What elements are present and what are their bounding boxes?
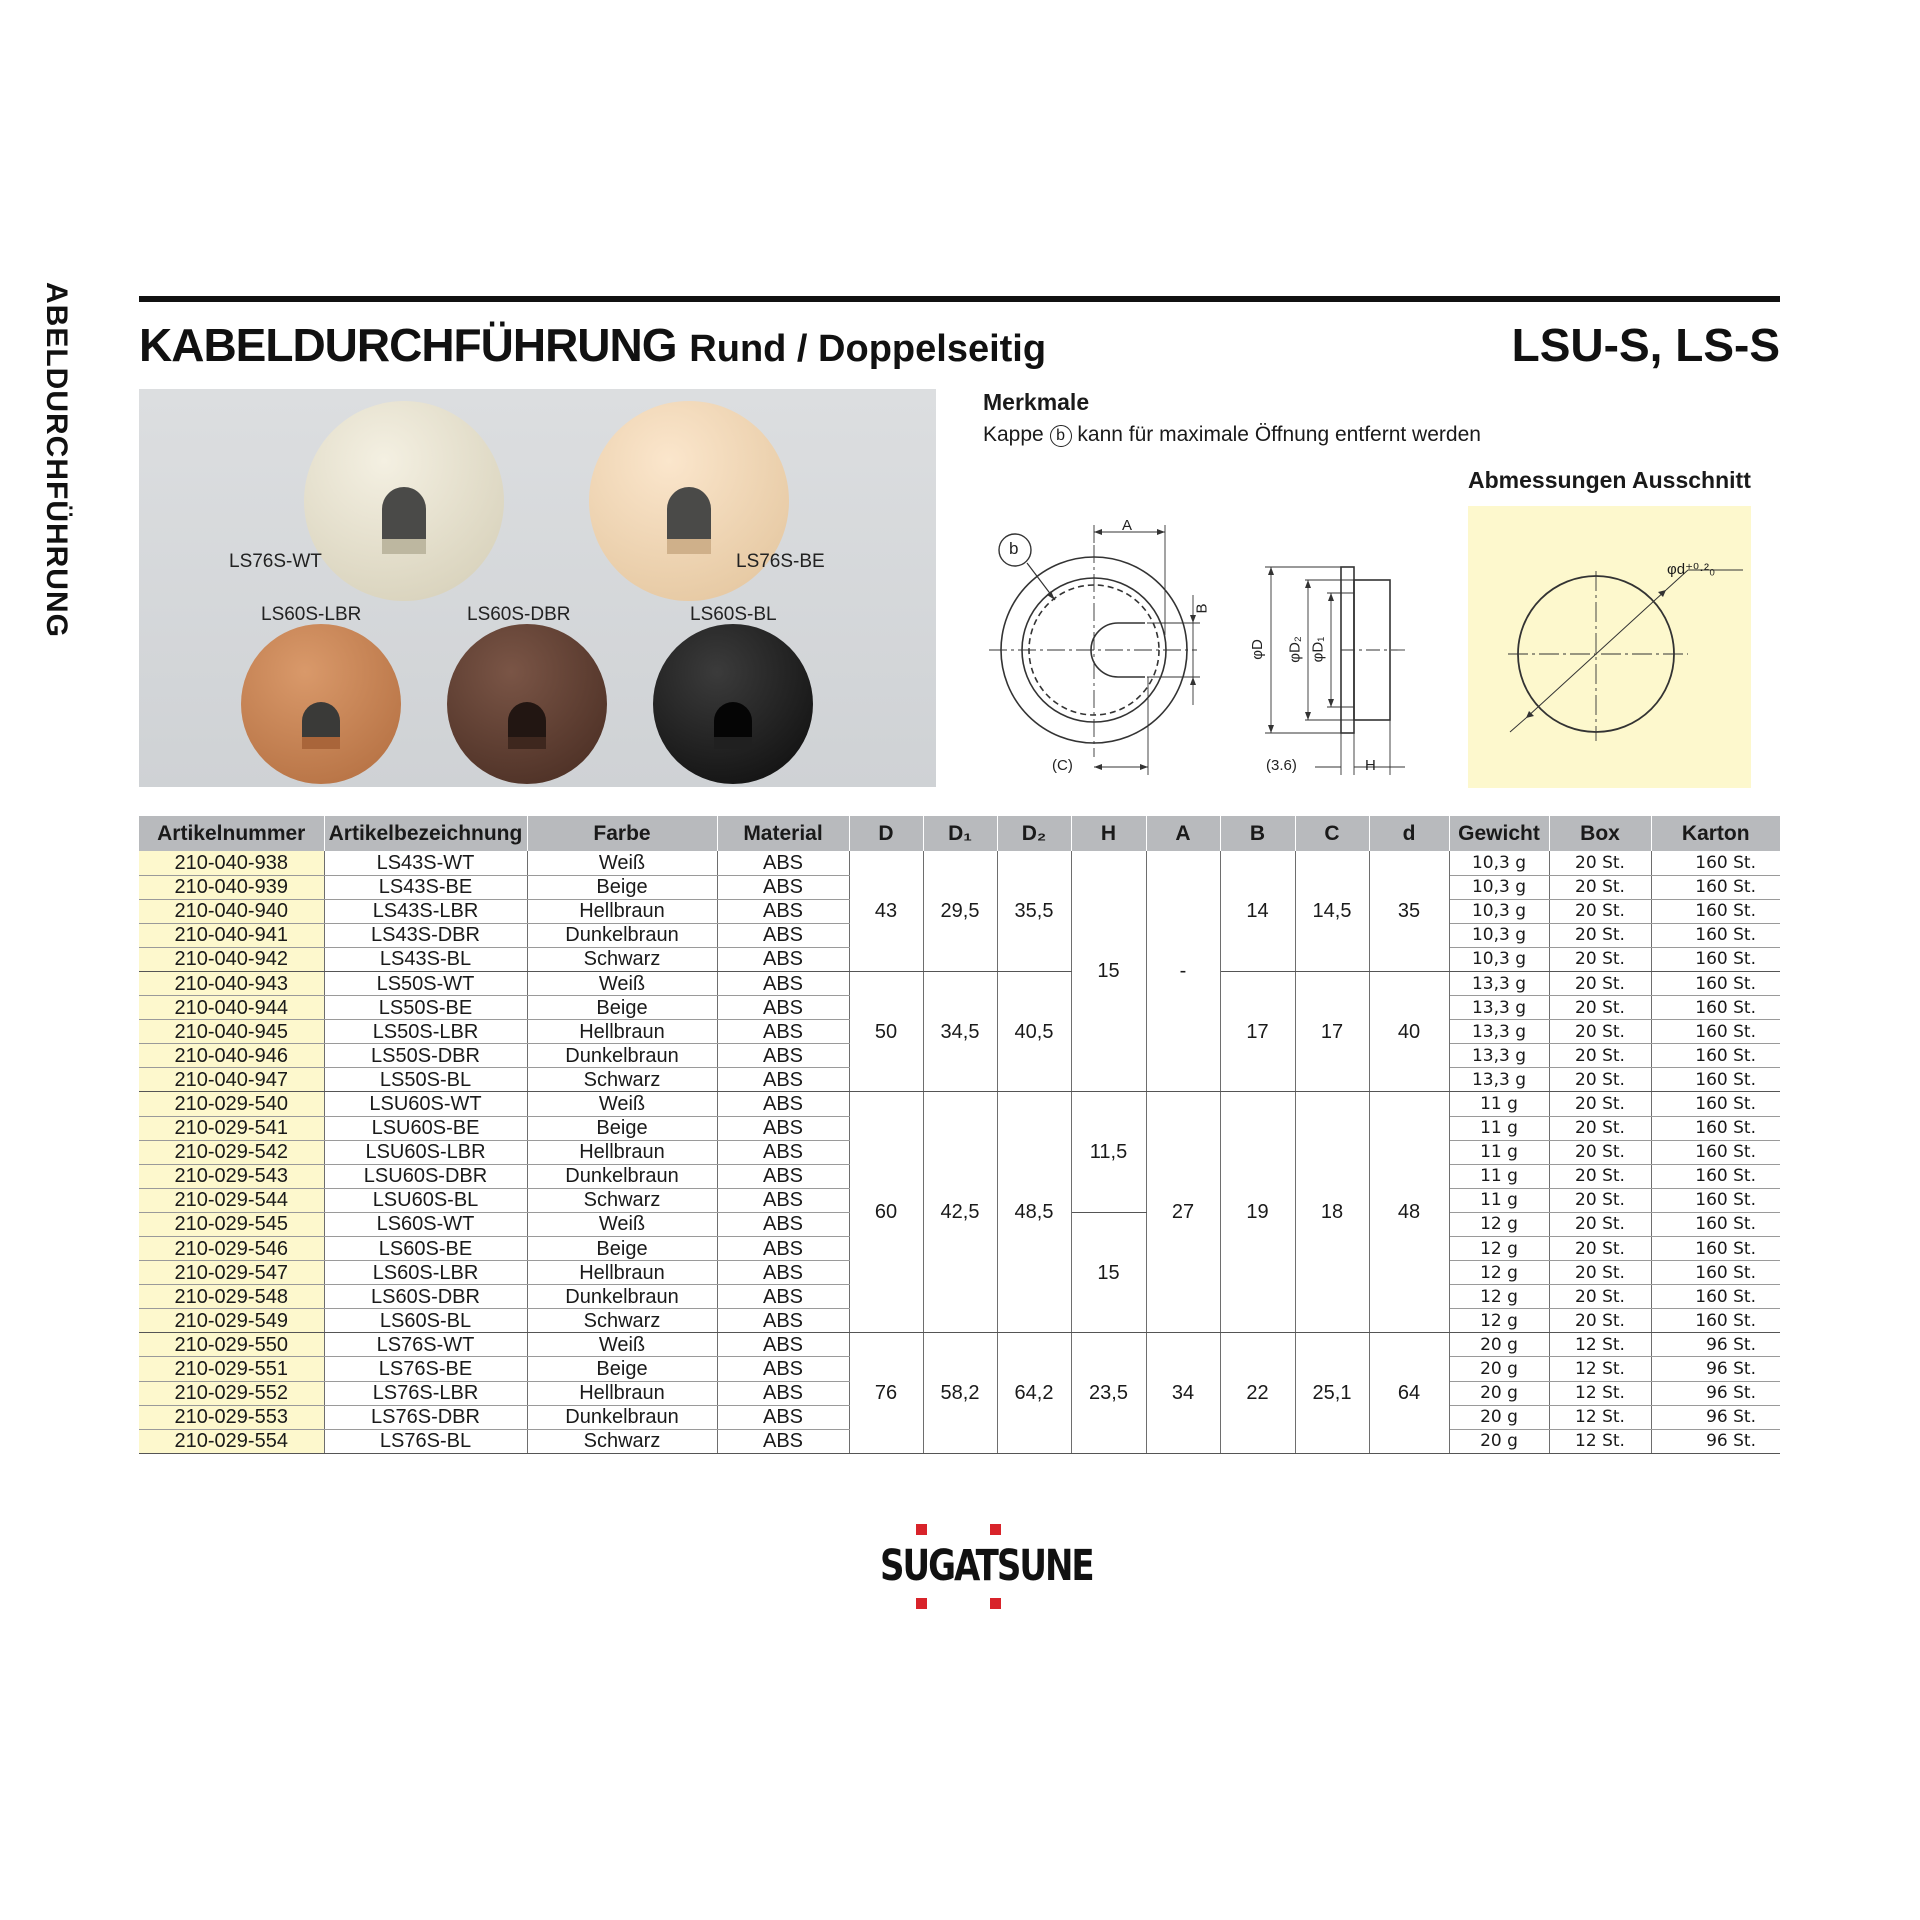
cell-artikelbezeichnung: LS60S-WT (324, 1212, 527, 1236)
cell-artikelnummer: 210-029-543 (139, 1164, 324, 1188)
product-photo-illustration (139, 389, 936, 787)
cell-material: ABS (717, 1237, 849, 1261)
cell-material: ABS (717, 1044, 849, 1068)
cell-farbe: Dunkelbraun (527, 1164, 717, 1188)
grommet-ls60s-dbr (447, 624, 607, 784)
cell-artikelnummer: 210-029-551 (139, 1357, 324, 1381)
cell-artikelbezeichnung: LSU60S-WT (324, 1092, 527, 1116)
cell-box: 20 St. (1549, 1140, 1651, 1164)
cell-artikelbezeichnung: LS60S-LBR (324, 1261, 527, 1285)
cell-artikelnummer: 210-040-940 (139, 899, 324, 923)
table-header-row (139, 816, 1780, 851)
cell-farbe: Hellbraun (527, 1261, 717, 1285)
table-row (139, 851, 1780, 875)
cell-karton: 160 St. (1651, 1092, 1780, 1116)
col-artikelbezeichnung: Artikelbezeichnung (324, 816, 527, 851)
features-text (983, 423, 1481, 447)
cell-artikelnummer: 210-040-945 (139, 1020, 324, 1044)
cell-artikelnummer: 210-029-545 (139, 1212, 324, 1236)
cell-karton: 160 St. (1651, 947, 1780, 971)
cell-artikelbezeichnung: LSU60S-DBR (324, 1164, 527, 1188)
cell-artikelnummer: 210-029-548 (139, 1285, 324, 1309)
cell-artikelnummer: 210-040-943 (139, 971, 324, 995)
cell-artikelbezeichnung: LS76S-BL (324, 1429, 527, 1453)
cell-gewicht: 12 g (1449, 1212, 1549, 1236)
cell-artikelbezeichnung: LS43S-BL (324, 947, 527, 971)
cell-material: ABS (717, 1020, 849, 1044)
cell-artikelnummer: 210-029-547 (139, 1261, 324, 1285)
cell-gewicht: 11 g (1449, 1116, 1549, 1140)
cell-artikelbezeichnung: LS76S-DBR (324, 1405, 527, 1429)
cell-gewicht: 13,3 g (1449, 1044, 1549, 1068)
cell-gewicht: 20 g (1449, 1357, 1549, 1381)
logo-square (916, 1598, 927, 1609)
col-d: D (849, 816, 923, 851)
cell-artikelbezeichnung: LS60S-BL (324, 1309, 527, 1333)
cell-dim-a: - (1146, 851, 1220, 1092)
cell-artikelbezeichnung: LS43S-LBR (324, 899, 527, 923)
cell-box: 20 St. (1549, 1285, 1651, 1309)
logo-text: SUGATSUNE (880, 1541, 1093, 1591)
cell-box: 20 St. (1549, 1261, 1651, 1285)
cell-karton: 160 St. (1651, 1285, 1780, 1309)
cell-box: 20 St. (1549, 971, 1651, 995)
cell-karton: 160 St. (1651, 851, 1780, 875)
cell-artikelbezeichnung: LS43S-DBR (324, 923, 527, 947)
cell-karton: 160 St. (1651, 1237, 1780, 1261)
cell-material: ABS (717, 1116, 849, 1140)
cell-box: 20 St. (1549, 1212, 1651, 1236)
cell-dim-d2: 64,2 (997, 1333, 1071, 1453)
cell-artikelnummer: 210-040-938 (139, 851, 324, 875)
col-gewicht: Gewicht (1449, 816, 1549, 851)
cell-gewicht: 11 g (1449, 1188, 1549, 1212)
cell-artikelnummer: 210-029-553 (139, 1405, 324, 1429)
drawing-label-bdim: B (1193, 603, 1211, 614)
cell-karton: 160 St. (1651, 1188, 1780, 1212)
cell-farbe: Schwarz (527, 1188, 717, 1212)
cell-material: ABS (717, 996, 849, 1020)
cell-material: ABS (717, 1309, 849, 1333)
label-ls76s-wt: LS76S-WT (229, 551, 322, 572)
logo-square (916, 1524, 927, 1535)
cell-farbe: Schwarz (527, 947, 717, 971)
cell-box: 12 St. (1549, 1405, 1651, 1429)
cell-material: ABS (717, 1381, 849, 1405)
cell-farbe: Weiß (527, 1092, 717, 1116)
cell-dim-d1: 42,5 (923, 1092, 997, 1333)
cell-farbe: Schwarz (527, 1068, 717, 1092)
label-ls60s-lbr: LS60S-LBR (261, 604, 362, 625)
cell-karton: 96 St. (1651, 1405, 1780, 1429)
table-row (139, 1092, 1780, 1116)
cell-artikelnummer: 210-040-939 (139, 875, 324, 899)
cell-material: ABS (717, 851, 849, 875)
cell-farbe: Hellbraun (527, 1381, 717, 1405)
cell-material: ABS (717, 1068, 849, 1092)
cell-dim-c: 18 (1295, 1092, 1369, 1333)
cell-gewicht: 12 g (1449, 1237, 1549, 1261)
col-a: A (1146, 816, 1220, 851)
features-text-after: kann für maximale Öffnung entfernt werden (1077, 423, 1481, 446)
cell-karton: 160 St. (1651, 1309, 1780, 1333)
cell-box: 20 St. (1549, 996, 1651, 1020)
cell-box: 20 St. (1549, 851, 1651, 875)
page-title (139, 318, 1046, 372)
cell-artikelnummer: 210-029-544 (139, 1188, 324, 1212)
cell-material: ABS (717, 1092, 849, 1116)
cell-box: 20 St. (1549, 1237, 1651, 1261)
drawing-label-phi-d: φD (1248, 639, 1266, 660)
cell-artikelnummer: 210-029-552 (139, 1381, 324, 1405)
cell-artikelbezeichnung: LSU60S-LBR (324, 1140, 527, 1164)
cell-dim-b: 17 (1220, 971, 1295, 1091)
col-artikelnummer: Artikelnummer (139, 816, 324, 851)
cell-dim-h: 11,5 (1071, 1092, 1146, 1212)
cell-farbe: Weiß (527, 1212, 717, 1236)
cell-box: 20 St. (1549, 1020, 1651, 1044)
cell-dim-b: 19 (1220, 1092, 1295, 1333)
cell-dim-b: 22 (1220, 1333, 1295, 1453)
cell-gewicht: 10,3 g (1449, 851, 1549, 875)
label-ls60s-bl: LS60S-BL (690, 604, 777, 625)
cell-artikelbezeichnung: LSU60S-BL (324, 1188, 527, 1212)
drawing-label-b: b (1009, 539, 1019, 558)
cell-gewicht: 10,3 g (1449, 875, 1549, 899)
cell-dim-d: 48 (1369, 1092, 1449, 1333)
cell-gewicht: 12 g (1449, 1309, 1549, 1333)
cell-dim-c: 14,5 (1295, 851, 1369, 971)
cell-farbe: Schwarz (527, 1429, 717, 1453)
cell-dim-c: 17 (1295, 971, 1369, 1091)
cell-karton: 160 St. (1651, 1068, 1780, 1092)
cell-box: 20 St. (1549, 1116, 1651, 1140)
label-ls60s-dbr: LS60S-DBR (467, 604, 571, 625)
cell-farbe: Beige (527, 1357, 717, 1381)
cell-dim-h: 15 (1071, 851, 1146, 1092)
cell-material: ABS (717, 1405, 849, 1429)
grommet-ls76s-wt (304, 401, 504, 601)
cell-dim-d: 76 (849, 1333, 923, 1453)
drawing-label-phi-d2: φD₂ (1286, 636, 1304, 663)
cutout-diagram-svg (1468, 506, 1751, 788)
cell-farbe: Hellbraun (527, 1020, 717, 1044)
cell-material: ABS (717, 1188, 849, 1212)
cell-artikelnummer: 210-029-541 (139, 1116, 324, 1140)
cell-artikelnummer: 210-029-546 (139, 1237, 324, 1261)
cell-farbe: Beige (527, 875, 717, 899)
cell-material: ABS (717, 1140, 849, 1164)
cell-dim-h: 23,5 (1071, 1333, 1146, 1453)
cell-artikelbezeichnung: LS50S-BL (324, 1068, 527, 1092)
cell-dim-d: 60 (849, 1092, 923, 1333)
cell-gewicht: 13,3 g (1449, 1068, 1549, 1092)
cell-gewicht: 13,3 g (1449, 996, 1549, 1020)
cell-dim-c: 25,1 (1295, 1333, 1369, 1453)
page-title-main: KABELDURCHFÜHRUNG (139, 319, 677, 371)
cell-material: ABS (717, 947, 849, 971)
cell-box: 20 St. (1549, 1309, 1651, 1333)
cell-gewicht: 20 g (1449, 1429, 1549, 1453)
cell-farbe: Dunkelbraun (527, 1044, 717, 1068)
cell-dim-d2: 40,5 (997, 971, 1071, 1091)
cell-artikelbezeichnung: LS60S-DBR (324, 1285, 527, 1309)
features-text-before: Kappe (983, 423, 1044, 446)
drawing-label-offset: (3.6) (1266, 757, 1297, 774)
cell-karton: 96 St. (1651, 1357, 1780, 1381)
cell-gewicht: 20 g (1449, 1333, 1549, 1357)
cell-gewicht: 20 g (1449, 1381, 1549, 1405)
cell-dim-d: 50 (849, 971, 923, 1091)
cell-box: 20 St. (1549, 1044, 1651, 1068)
cell-artikelnummer: 210-029-554 (139, 1429, 324, 1453)
cell-box: 20 St. (1549, 1164, 1651, 1188)
cutout-diameter-label: φd⁺⁰·²₀ (1667, 561, 1716, 578)
col-c: C (1295, 816, 1369, 851)
cell-karton: 160 St. (1651, 899, 1780, 923)
cell-farbe: Hellbraun (527, 899, 717, 923)
cell-material: ABS (717, 1333, 849, 1357)
cell-farbe: Beige (527, 996, 717, 1020)
cell-karton: 96 St. (1651, 1429, 1780, 1453)
cell-artikelbezeichnung: LS50S-LBR (324, 1020, 527, 1044)
cell-material: ABS (717, 1212, 849, 1236)
cell-artikelnummer: 210-029-542 (139, 1140, 324, 1164)
cell-artikelnummer: 210-040-944 (139, 996, 324, 1020)
cell-dim-b: 14 (1220, 851, 1295, 971)
cell-gewicht: 10,3 g (1449, 899, 1549, 923)
cell-karton: 96 St. (1651, 1333, 1780, 1357)
cell-karton: 160 St. (1651, 1164, 1780, 1188)
cell-gewicht: 13,3 g (1449, 971, 1549, 995)
cell-gewicht: 12 g (1449, 1261, 1549, 1285)
technical-drawing (975, 505, 1435, 795)
col-d1: D₁ (923, 816, 997, 851)
cell-dim-d1: 29,5 (923, 851, 997, 971)
cell-karton: 160 St. (1651, 875, 1780, 899)
grommet-ls60s-bl (653, 624, 813, 784)
table-row (139, 971, 1780, 995)
col-h: H (1071, 816, 1146, 851)
cell-gewicht: 12 g (1449, 1285, 1549, 1309)
cell-box: 20 St. (1549, 923, 1651, 947)
cell-artikelnummer: 210-040-942 (139, 947, 324, 971)
cell-dim-a: 34 (1146, 1333, 1220, 1453)
cell-farbe: Weiß (527, 971, 717, 995)
page-subtitle: Rund / Doppelseitig (689, 328, 1047, 370)
drawing-label-phi-d1: φD₁ (1309, 636, 1327, 663)
cell-karton: 160 St. (1651, 1044, 1780, 1068)
col-box: Box (1549, 816, 1651, 851)
cell-material: ABS (717, 1261, 849, 1285)
cell-karton: 160 St. (1651, 923, 1780, 947)
col-d2: D₂ (997, 816, 1071, 851)
col-farbe: Farbe (527, 816, 717, 851)
features-title: Merkmale (983, 389, 1090, 415)
cell-artikelbezeichnung: LS50S-BE (324, 996, 527, 1020)
cell-gewicht: 11 g (1449, 1140, 1549, 1164)
table-row (139, 1333, 1780, 1357)
cell-dim-d: 64 (1369, 1333, 1449, 1453)
drawing-label-h: H (1365, 757, 1376, 774)
cell-gewicht: 20 g (1449, 1405, 1549, 1429)
cell-farbe: Beige (527, 1116, 717, 1140)
cell-material: ABS (717, 1429, 849, 1453)
cell-artikelnummer: 210-029-550 (139, 1333, 324, 1357)
cell-dim-d2: 48,5 (997, 1092, 1071, 1333)
cell-karton: 160 St. (1651, 1212, 1780, 1236)
cell-material: ABS (717, 1285, 849, 1309)
sugatsune-logo (880, 1520, 1093, 1610)
cell-farbe: Weiß (527, 851, 717, 875)
drawing-label-a: A (1122, 517, 1133, 534)
cell-box: 12 St. (1549, 1381, 1651, 1405)
drawing-label-c: (C) (1052, 757, 1073, 774)
technical-drawing-svg (975, 505, 1435, 795)
label-ls76s-be: LS76S-BE (736, 551, 825, 572)
cell-artikelnummer: 210-029-549 (139, 1309, 324, 1333)
cell-dim-d1: 58,2 (923, 1333, 997, 1453)
cell-dim-d: 43 (849, 851, 923, 971)
product-photo (139, 389, 936, 787)
spec-table (139, 816, 1780, 1454)
cell-karton: 160 St. (1651, 996, 1780, 1020)
cap-b-marker: b (1050, 425, 1072, 447)
cutout-diagram (1468, 506, 1751, 788)
cell-farbe: Dunkelbraun (527, 923, 717, 947)
cell-material: ABS (717, 1164, 849, 1188)
grommet-ls60s-lbr (241, 624, 401, 784)
cell-material: ABS (717, 899, 849, 923)
cell-karton: 160 St. (1651, 1020, 1780, 1044)
cell-artikelnummer: 210-040-941 (139, 923, 324, 947)
cell-dim-a: 27 (1146, 1092, 1220, 1333)
model-title: LSU-S, LS-S (1511, 319, 1780, 371)
side-tab-label: ABELDURCHFÜHRUNG (40, 282, 73, 638)
cell-artikelbezeichnung: LS50S-WT (324, 971, 527, 995)
cell-gewicht: 13,3 g (1449, 1020, 1549, 1044)
cell-box: 12 St. (1549, 1429, 1651, 1453)
cell-artikelbezeichnung: LSU60S-BE (324, 1116, 527, 1140)
cell-farbe: Beige (527, 1237, 717, 1261)
cell-karton: 96 St. (1651, 1381, 1780, 1405)
cell-karton: 160 St. (1651, 1116, 1780, 1140)
col-d-small: d (1369, 816, 1449, 851)
cutout-title: Abmessungen Ausschnitt (1468, 467, 1751, 493)
cell-material: ABS (717, 875, 849, 899)
cell-gewicht: 10,3 g (1449, 947, 1549, 971)
top-rule (139, 296, 1780, 302)
cell-box: 12 St. (1549, 1333, 1651, 1357)
col-material: Material (717, 816, 849, 851)
cell-artikelbezeichnung: LS43S-WT (324, 851, 527, 875)
cell-gewicht: 11 g (1449, 1164, 1549, 1188)
cell-artikelbezeichnung: LS43S-BE (324, 875, 527, 899)
cell-karton: 160 St. (1651, 971, 1780, 995)
cell-material: ABS (717, 923, 849, 947)
cell-gewicht: 10,3 g (1449, 923, 1549, 947)
cell-artikelnummer: 210-040-947 (139, 1068, 324, 1092)
cell-box: 20 St. (1549, 875, 1651, 899)
cell-dim-d: 40 (1369, 971, 1449, 1091)
cell-farbe: Weiß (527, 1333, 717, 1357)
cell-box: 20 St. (1549, 1068, 1651, 1092)
cell-farbe: Schwarz (527, 1309, 717, 1333)
cell-farbe: Hellbraun (527, 1140, 717, 1164)
col-b: B (1220, 816, 1295, 851)
cell-farbe: Dunkelbraun (527, 1285, 717, 1309)
cell-artikelbezeichnung: LS76S-BE (324, 1357, 527, 1381)
cell-karton: 160 St. (1651, 1261, 1780, 1285)
logo-square (990, 1598, 1001, 1609)
cell-box: 20 St. (1549, 1092, 1651, 1116)
cell-gewicht: 11 g (1449, 1092, 1549, 1116)
cell-dim-d1: 34,5 (923, 971, 997, 1091)
logo-square (990, 1524, 1001, 1535)
cell-artikelnummer: 210-040-946 (139, 1044, 324, 1068)
cell-box: 20 St. (1549, 1188, 1651, 1212)
cell-material: ABS (717, 1357, 849, 1381)
cell-artikelbezeichnung: LS76S-WT (324, 1333, 527, 1357)
col-karton: Karton (1651, 816, 1780, 851)
cell-artikelnummer: 210-029-540 (139, 1092, 324, 1116)
cell-box: 20 St. (1549, 899, 1651, 923)
cell-artikelbezeichnung: LS60S-BE (324, 1237, 527, 1261)
cell-material: ABS (717, 971, 849, 995)
cell-box: 20 St. (1549, 947, 1651, 971)
cell-dim-d2: 35,5 (997, 851, 1071, 971)
cell-box: 12 St. (1549, 1357, 1651, 1381)
cell-artikelbezeichnung: LS76S-LBR (324, 1381, 527, 1405)
cell-farbe: Dunkelbraun (527, 1405, 717, 1429)
cell-artikelbezeichnung: LS50S-DBR (324, 1044, 527, 1068)
cell-karton: 160 St. (1651, 1140, 1780, 1164)
cell-dim-h: 15 (1071, 1212, 1146, 1332)
cell-dim-d: 35 (1369, 851, 1449, 971)
